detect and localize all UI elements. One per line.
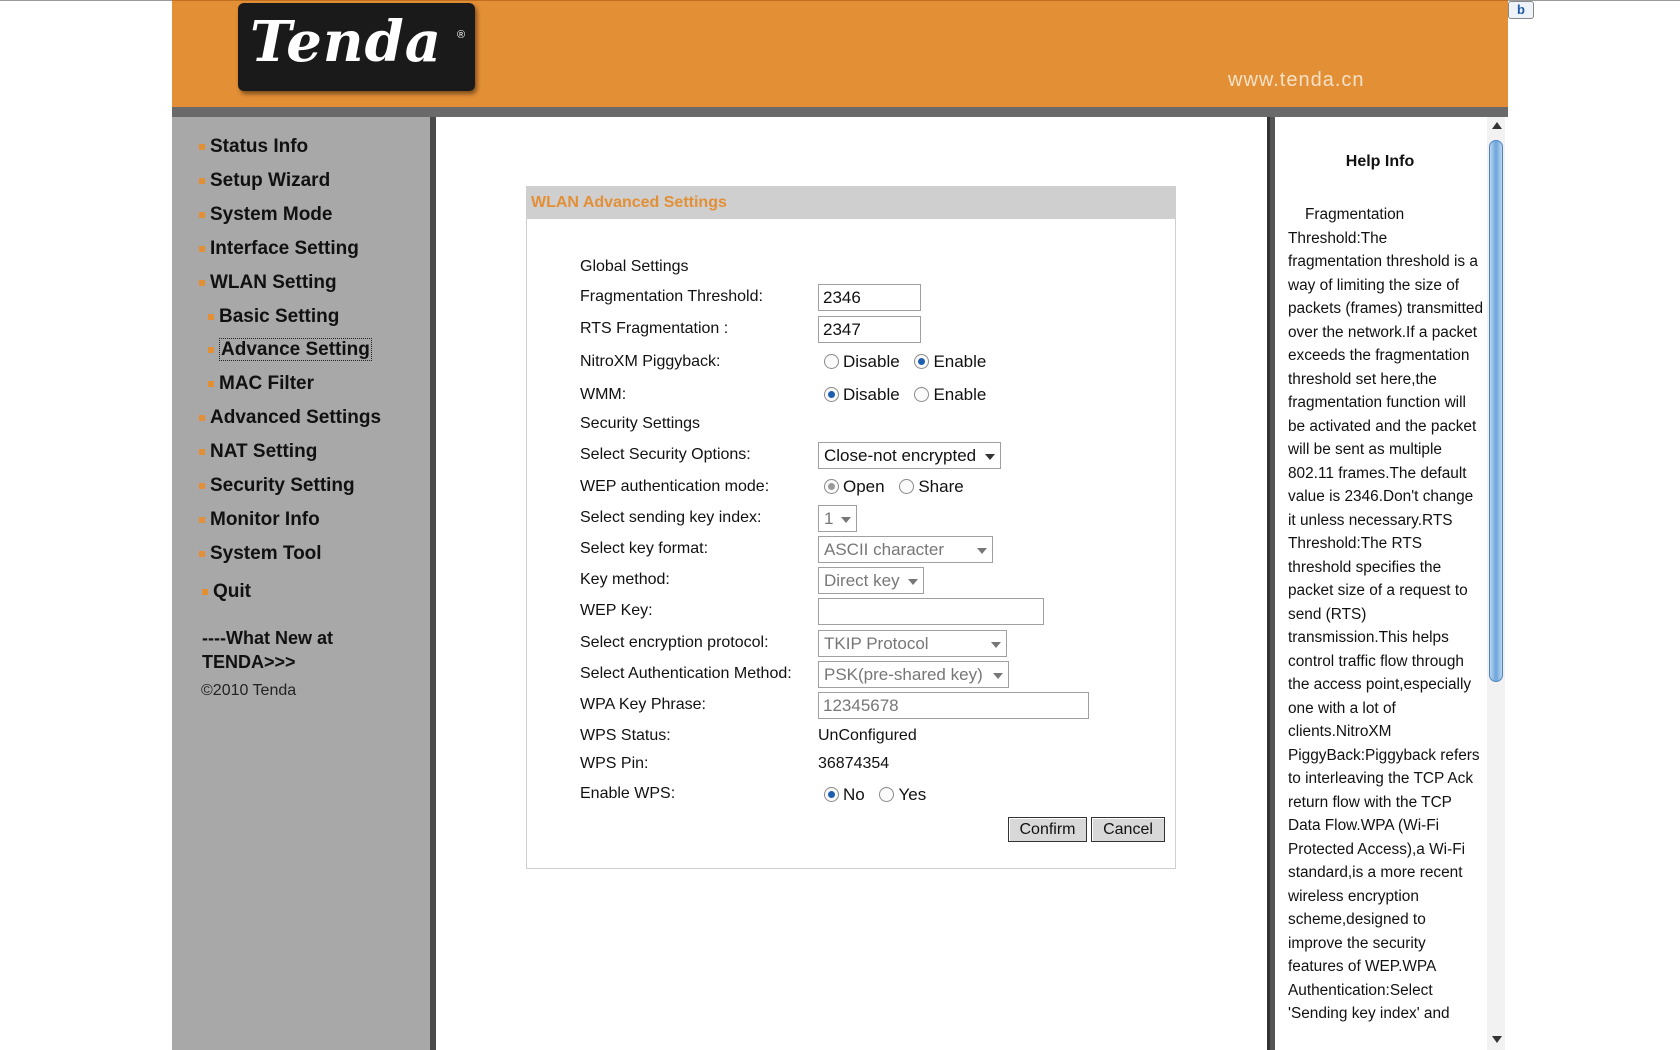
wep-auth-radio-group [824, 477, 974, 497]
wpa-key-phrase-input[interactable]: 12345678 [818, 692, 1089, 719]
sidebar-item-system-tool[interactable]: System Tool [199, 543, 322, 565]
sidebar-item-wlan-setting[interactable]: WLAN Setting [199, 272, 337, 294]
bullet-icon [199, 178, 205, 184]
panel-title: WLAN Advanced Settings [527, 187, 1175, 219]
wps-status-label: WPS Status: [580, 727, 671, 744]
sidebar-item-interface-setting[interactable]: Interface Setting [199, 238, 359, 260]
key-method-select[interactable] [818, 567, 924, 594]
encryption-protocol-label: Select encryption protocol: [580, 634, 769, 651]
wep-auth-share-label: Share [918, 477, 964, 496]
bullet-icon [199, 280, 205, 286]
wmm-enable-label: Enable [933, 385, 987, 404]
help-text: Fragmentation Threshold:The fragmentation threshold is a way of limiting the size of packets (frames) transmitted over the network.If a packet exceeds the fragmentation threshold set here,the fragmentation function will be activated and the packet will be sent as multiple 802.11 frames.The default value is 2346.Don't change it unless necessary.RTS Threshold:The RTS threshold specifies the packet size of a request to send (RTS) transmission.This helps control traffic flow through the access point,especially one with a lot of clients.NitroXM PiggyBack:Piggyback refers to interleaving the TCP Ack return flow with the TCP Data Flow.WPA (Wi-Fi Protected Access),a Wi-Fi standard,is a more recent wireless encryption scheme,designed to improve the security features of WEP.WPA Authentication:Select 'Sending key index' and [1288, 206, 1484, 1022]
bullet-icon [208, 314, 214, 320]
key-method-label: Key method: [580, 571, 670, 588]
copyright-text: ©2010 Tenda [201, 682, 297, 699]
scroll-up-icon[interactable] [1492, 122, 1502, 129]
chevron-down-icon [841, 517, 851, 523]
whats-new-link[interactable]: ----What New at TENDA>>> [202, 628, 333, 672]
wps-status-value: UnConfigured [818, 727, 917, 744]
sidebar-item-monitor-info[interactable]: Monitor Info [199, 509, 320, 531]
nitroxm-radio-group [824, 352, 996, 372]
frag-threshold-label: Fragmentation Threshold: [580, 288, 763, 305]
wps-no-radio[interactable] [824, 787, 839, 802]
registered-mark: ® [457, 29, 466, 41]
bullet-icon [199, 212, 205, 218]
wps-pin-value: 36874354 [818, 755, 890, 772]
confirm-button[interactable]: Confirm [1008, 817, 1087, 842]
wps-pin-label: WPS Pin: [580, 755, 649, 772]
security-settings-heading: Security Settings [580, 415, 701, 432]
wep-auth-share-radio[interactable] [899, 479, 914, 494]
header-divider [172, 107, 1508, 117]
key-format-select[interactable] [818, 536, 993, 563]
sidebar-item-advanced-settings[interactable]: Advanced Settings [199, 407, 381, 429]
nitroxm-disable-label: Disable [843, 352, 900, 371]
key-index-label: Select sending key index: [580, 509, 762, 526]
bullet-icon [208, 381, 214, 387]
wmm-enable-radio[interactable] [914, 387, 929, 402]
key-format-label: Select key format: [580, 540, 709, 557]
wps-yes-radio[interactable] [879, 787, 894, 802]
sidebar-item-setup-wizard[interactable]: Setup Wizard [199, 170, 330, 192]
key-index-select[interactable] [818, 505, 857, 532]
scrollbar-thumb[interactable] [1489, 140, 1503, 682]
scroll-down-icon[interactable] [1492, 1036, 1502, 1043]
security-options-value: Close-not encrypted [824, 446, 977, 465]
wmm-radio-group [824, 385, 996, 405]
bullet-icon [199, 449, 205, 455]
sidebar-item-mac-filter[interactable]: MAC Filter [208, 373, 314, 395]
key-index-value: 1 [824, 509, 834, 528]
sidebar-item-quit[interactable]: Quit [202, 581, 251, 603]
sidebar-item-status-info[interactable]: Status Info [199, 136, 308, 158]
logo-text: Tenda [250, 9, 443, 75]
bullet-icon [199, 483, 205, 489]
key-method-value: Direct key [824, 571, 900, 590]
nitroxm-enable-label: Enable [933, 352, 987, 371]
wep-auth-open-label: Open [843, 477, 885, 496]
browser-extension-icon[interactable]: b [1508, 1, 1534, 19]
enable-wps-radio-group [824, 785, 936, 805]
wep-auth-mode-label: WEP authentication mode: [580, 478, 770, 495]
wlan-advanced-panel [526, 186, 1176, 869]
nitroxm-piggyback-label: NitroXM Piggyback: [580, 353, 721, 370]
wmm-disable-radio[interactable] [824, 387, 839, 402]
help-divider [1267, 117, 1275, 1050]
help-title: Help Info [1345, 153, 1415, 170]
wep-key-label: WEP Key: [580, 602, 653, 619]
rts-fragmentation-label: RTS Fragmentation : [580, 320, 729, 337]
bullet-icon [199, 517, 205, 523]
wep-key-input[interactable] [818, 598, 1044, 625]
nitroxm-enable-radio[interactable] [914, 354, 929, 369]
header-banner [172, 0, 1508, 107]
sidebar-item-basic-setting[interactable]: Basic Setting [208, 306, 339, 328]
key-format-value: ASCII character [824, 540, 944, 559]
wpa-key-phrase-label: WPA Key Phrase: [580, 696, 706, 713]
chevron-down-icon [985, 454, 995, 460]
rts-fragmentation-input[interactable]: 2347 [818, 316, 921, 343]
chevron-down-icon [977, 548, 987, 554]
router-admin-frame [172, 0, 1508, 1050]
wep-auth-open-radio[interactable] [824, 479, 839, 494]
cancel-button[interactable]: Cancel [1091, 817, 1165, 842]
wps-no-label: No [843, 785, 865, 804]
bullet-icon [199, 144, 205, 150]
bullet-icon [208, 347, 214, 353]
nitroxm-disable-radio[interactable] [824, 354, 839, 369]
encryption-protocol-select[interactable] [818, 630, 1007, 657]
encryption-protocol-value: TKIP Protocol [824, 634, 929, 653]
site-url: www.tenda.cn [1228, 69, 1365, 91]
chevron-down-icon [993, 673, 1003, 679]
sidebar-nav [172, 117, 430, 1050]
security-options-label: Select Security Options: [580, 446, 751, 463]
wps-yes-label: Yes [898, 785, 927, 804]
security-options-select[interactable] [818, 442, 1001, 469]
bullet-icon [199, 246, 205, 252]
bullet-icon [202, 589, 208, 595]
frag-threshold-input[interactable]: 2346 [818, 284, 921, 311]
bullet-icon [199, 551, 205, 557]
chevron-down-icon [908, 579, 918, 585]
chevron-down-icon [991, 642, 1001, 648]
sidebar-item-advance-setting[interactable]: Advance Setting [208, 339, 372, 361]
sidebar-item-nat-setting[interactable]: NAT Setting [199, 441, 317, 463]
sidebar-item-system-mode[interactable]: System Mode [199, 204, 332, 226]
tenda-logo [238, 3, 475, 91]
enable-wps-label: Enable WPS: [580, 785, 676, 802]
auth-method-select[interactable] [818, 661, 1009, 688]
help-panel [1275, 117, 1508, 1050]
sidebar-item-security-setting[interactable]: Security Setting [199, 475, 355, 497]
bullet-icon [199, 415, 205, 421]
global-settings-heading: Global Settings [580, 258, 689, 275]
auth-method-value: PSK(pre-shared key) [824, 665, 983, 684]
auth-method-label: Select Authentication Method: [580, 665, 792, 682]
wmm-disable-label: Disable [843, 385, 900, 404]
wmm-label: WMM: [580, 386, 627, 403]
